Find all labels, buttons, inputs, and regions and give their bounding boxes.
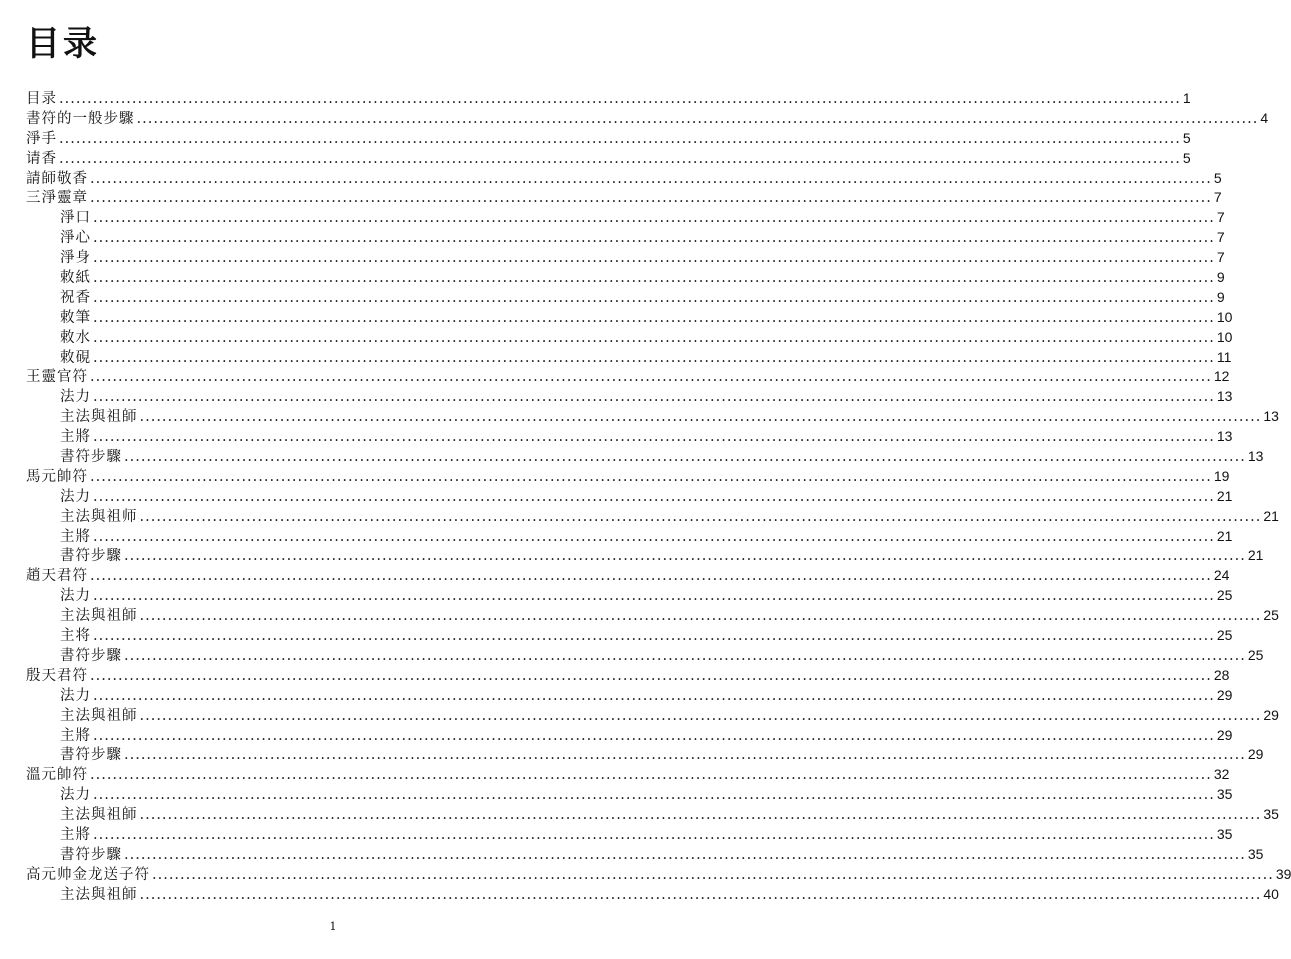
toc-entry-label: 王靈官符 <box>26 369 88 386</box>
dot-leader: ........................................................................................................................................................................................................ <box>90 190 1212 207</box>
toc-entry[interactable] <box>26 825 1233 845</box>
toc-entry-page: 29 <box>1216 726 1233 743</box>
dot-leader: ........................................................................................................................................................................................................ <box>139 707 1262 724</box>
toc-entry-page: 7 <box>1213 189 1222 206</box>
toc-entry-label: 法力 <box>60 588 91 605</box>
toc-entry-label: 敕硯 <box>60 349 91 366</box>
toc-entry-page: 29 <box>1216 686 1233 703</box>
toc-entry-label: 書符步驟 <box>60 647 122 664</box>
toc-entry[interactable] <box>26 666 1230 686</box>
toc-entry-label: 主法與祖師 <box>60 707 138 724</box>
toc-entry-page: 4 <box>1260 109 1269 126</box>
toc-entry-label: 主將 <box>60 727 91 744</box>
toc-entry[interactable] <box>26 407 1279 427</box>
toc-entry[interactable] <box>26 268 1225 288</box>
toc-entry-label: 主法與祖師 <box>60 608 138 625</box>
toc-entry-page: 25 <box>1216 627 1233 644</box>
toc-entry-page: 21 <box>1216 487 1233 504</box>
dot-leader: ........................................................................................................................................................................................................ <box>124 548 1246 565</box>
toc-entry-label: 法力 <box>60 389 91 406</box>
dot-leader: ........................................................................................................................................................................................................ <box>93 270 1215 287</box>
dot-leader: ........................................................................................................................................................................................................ <box>90 468 1212 485</box>
toc-entry-label: 殷天君符 <box>26 667 88 684</box>
toc-entry[interactable] <box>26 188 1222 208</box>
toc-entry[interactable] <box>26 586 1233 606</box>
toc-entry-label: 高元帅金龙送子符 <box>26 866 150 883</box>
dot-leader: ........................................................................................................................................................................................................ <box>93 309 1215 326</box>
toc-entry-label: 目录 <box>26 91 57 107</box>
toc-entry[interactable] <box>26 228 1225 248</box>
toc-entry-page: 35 <box>1216 786 1233 803</box>
dot-leader: ........................................................................................................................................................................................................ <box>93 429 1215 446</box>
dot-leader: ........................................................................................................................................................................................................ <box>93 329 1215 346</box>
toc-entry-label: 法力 <box>60 488 91 505</box>
toc-entry-page: 11 <box>1216 348 1232 365</box>
toc-entry[interactable] <box>26 646 1264 666</box>
dot-leader: ........................................................................................................................................................................................................ <box>93 687 1215 704</box>
toc-entry[interactable] <box>26 208 1225 228</box>
toc-entry-page: 40 <box>1263 885 1279 902</box>
toc-entry-page: 29 <box>1263 706 1279 723</box>
toc-entry[interactable] <box>26 109 1269 129</box>
toc-entry[interactable] <box>26 706 1279 726</box>
dot-leader: ........................................................................................................................................................................................................ <box>136 110 1259 127</box>
dot-leader: ........................................................................................................................................................................................................ <box>139 508 1262 525</box>
toc-entry-label: 馬元帥符 <box>26 468 88 485</box>
toc-entry-label: 淨身 <box>60 250 91 267</box>
toc-entry-page: 35 <box>1263 806 1279 823</box>
dot-leader: ........................................................................................................................................................................................................ <box>93 250 1215 267</box>
toc-entry-page: 7 <box>1216 209 1225 226</box>
dot-leader: ........................................................................................................................................................................................................ <box>152 866 1274 883</box>
dot-leader: ........................................................................................................................................................................................................ <box>90 369 1212 386</box>
dot-leader: ........................................................................................................................................................................................................ <box>93 230 1215 247</box>
toc-entry-label: 敕紙 <box>60 270 91 287</box>
toc-entry-page: 9 <box>1216 269 1225 286</box>
dot-leader: ........................................................................................................................................................................................................ <box>139 807 1262 824</box>
toc-entry-page: 19 <box>1213 467 1230 484</box>
toc-entry-label: 主法與祖师 <box>60 508 138 525</box>
toc-entry-page: 21 <box>1247 547 1264 564</box>
toc-entry-label: 主將 <box>60 429 91 446</box>
dot-leader: ........................................................................................................................................................................................................ <box>93 787 1215 804</box>
toc-entry-label: 法力 <box>60 787 91 804</box>
toc-entry-label: 法力 <box>60 687 91 704</box>
toc-entry-page: 7 <box>1216 229 1225 246</box>
toc-entry-label: 主將 <box>60 528 91 545</box>
toc-entry-label: 請師敬香 <box>26 170 88 187</box>
toc-entry-page: 29 <box>1247 746 1264 763</box>
toc-entry[interactable] <box>26 845 1264 865</box>
toc-entry-label: 書符步驟 <box>60 548 122 565</box>
dot-leader: ........................................................................................................................................................................................................ <box>139 608 1262 625</box>
toc-entry-label: 書符步驟 <box>60 747 122 764</box>
toc-entry[interactable] <box>26 169 1222 189</box>
dot-leader: ........................................................................................................................................................................................................ <box>124 846 1246 863</box>
toc-entry-label: 主法與祖師 <box>60 886 138 903</box>
dot-leader: ........................................................................................................................................................................................................ <box>93 528 1215 545</box>
toc-entry[interactable] <box>26 805 1279 825</box>
toc-entry[interactable] <box>26 129 1191 149</box>
page-title: 目录 <box>26 24 100 64</box>
dot-leader: ........................................................................................................................................................................................................ <box>90 568 1212 585</box>
toc-entry[interactable] <box>26 288 1225 308</box>
toc-entry-page: 7 <box>1216 249 1225 266</box>
toc-entry-page: 21 <box>1263 507 1279 524</box>
toc-entry-page: 5 <box>1182 149 1191 166</box>
toc-entry-label: 请香 <box>26 150 57 167</box>
toc-entry-page: 10 <box>1216 328 1233 345</box>
toc-entry-page: 25 <box>1263 607 1279 624</box>
toc-entry-label: 敕水 <box>60 329 91 346</box>
toc-entry-page: 13 <box>1216 388 1233 405</box>
toc-entry[interactable] <box>26 566 1230 586</box>
toc-entry[interactable] <box>26 546 1264 566</box>
toc-entry[interactable] <box>26 765 1230 785</box>
toc-entry-label: 主法與祖師 <box>60 807 138 824</box>
toc-entry-page: 5 <box>1213 169 1222 186</box>
toc-entry[interactable] <box>26 606 1279 626</box>
toc-entry[interactable] <box>26 467 1230 487</box>
toc-entry-label: 淨手 <box>26 130 57 147</box>
toc-entry[interactable] <box>26 447 1264 467</box>
toc-entry-page: 13 <box>1216 428 1233 445</box>
dot-leader: ........................................................................................................................................................................................................ <box>93 727 1215 744</box>
dot-leader: ........................................................................................................................................................................................................ <box>59 91 1181 107</box>
table-of-contents <box>26 89 1291 905</box>
toc-entry[interactable] <box>26 149 1191 169</box>
toc-entry[interactable] <box>26 507 1279 527</box>
dot-leader: ........................................................................................................................................................................................................ <box>124 647 1246 664</box>
toc-entry[interactable] <box>26 785 1233 805</box>
dot-leader: ........................................................................................................................................................................................................ <box>93 389 1215 406</box>
toc-entry-page: 32 <box>1213 766 1230 783</box>
toc-entry[interactable] <box>26 745 1264 765</box>
toc-entry-page: 13 <box>1263 408 1279 425</box>
toc-entry[interactable] <box>26 89 1191 109</box>
dot-leader: ........................................................................................................................................................................................................ <box>90 667 1212 684</box>
toc-entry-label: 主将 <box>60 628 91 645</box>
dot-leader: ........................................................................................................................................................................................................ <box>90 767 1212 784</box>
toc-entry-page: 35 <box>1216 825 1233 842</box>
page-number: 1 <box>329 920 337 933</box>
dot-leader: ........................................................................................................................................................................................................ <box>93 628 1215 645</box>
toc-entry-page: 13 <box>1247 448 1264 465</box>
dot-leader: ........................................................................................................................................................................................................ <box>90 170 1212 187</box>
toc-entry[interactable] <box>26 726 1233 746</box>
toc-entry-page: 24 <box>1213 567 1230 584</box>
dot-leader: ........................................................................................................................................................................................................ <box>124 747 1246 764</box>
toc-entry-label: 書符的一般步驟 <box>26 110 135 127</box>
dot-leader: ........................................................................................................................................................................................................ <box>93 826 1215 843</box>
toc-entry-page: 25 <box>1216 587 1233 604</box>
toc-entry[interactable] <box>26 487 1233 507</box>
toc-entry-label: 祝香 <box>60 289 91 306</box>
dot-leader: ........................................................................................................................................................................................................ <box>124 449 1246 466</box>
toc-entry-label: 淨口 <box>60 210 91 227</box>
toc-entry[interactable] <box>26 348 1232 368</box>
toc-entry-page: 5 <box>1182 129 1191 146</box>
dot-leader: ........................................................................................................................................................................................................ <box>139 886 1262 903</box>
toc-entry-page: 21 <box>1216 527 1233 544</box>
toc-entry-page: 1 <box>1182 90 1191 106</box>
toc-entry[interactable] <box>26 427 1233 447</box>
dot-leader: ........................................................................................................................................................................................................ <box>93 488 1215 505</box>
toc-entry[interactable] <box>26 387 1233 407</box>
toc-entry-label: 淨心 <box>60 230 91 247</box>
toc-entry-label: 溫元帥符 <box>26 767 88 784</box>
toc-entry-page: 12 <box>1213 368 1230 385</box>
toc-entry[interactable] <box>26 328 1233 348</box>
toc-entry-label: 書符步驟 <box>60 846 122 863</box>
toc-entry[interactable] <box>26 686 1233 706</box>
dot-leader: ........................................................................................................................................................................................................ <box>93 588 1215 605</box>
toc-entry[interactable] <box>26 527 1233 547</box>
toc-entry-label: 主將 <box>60 826 91 843</box>
toc-entry[interactable] <box>26 865 1291 885</box>
toc-entry-label: 敕筆 <box>60 309 91 326</box>
toc-entry-page: 25 <box>1247 646 1264 663</box>
dot-leader: ........................................................................................................................................................................................................ <box>139 409 1262 426</box>
toc-entry-label: 主法與祖師 <box>60 409 138 426</box>
dot-leader: ........................................................................................................................................................................................................ <box>59 130 1181 147</box>
toc-entry-page: 9 <box>1216 288 1225 305</box>
toc-entry[interactable] <box>26 248 1225 268</box>
toc-entry-label: 趙天君符 <box>26 568 88 585</box>
toc-entry-label: 書符步驟 <box>60 449 122 466</box>
toc-entry-page: 35 <box>1247 845 1264 862</box>
dot-leader: ........................................................................................................................................................................................................ <box>93 210 1215 227</box>
toc-entry-page: 10 <box>1216 308 1233 325</box>
toc-entry-label: 三淨靈章 <box>26 190 88 207</box>
toc-entry-page: 28 <box>1213 666 1230 683</box>
dot-leader: ........................................................................................................................................................................................................ <box>93 349 1215 366</box>
dot-leader: ........................................................................................................................................................................................................ <box>93 289 1215 306</box>
dot-leader: ........................................................................................................................................................................................................ <box>59 150 1181 167</box>
toc-entry-page: 39 <box>1275 865 1291 882</box>
toc-entry[interactable] <box>26 367 1230 387</box>
toc-entry[interactable] <box>26 308 1233 328</box>
toc-entry[interactable] <box>26 885 1279 905</box>
toc-entry[interactable] <box>26 626 1233 646</box>
